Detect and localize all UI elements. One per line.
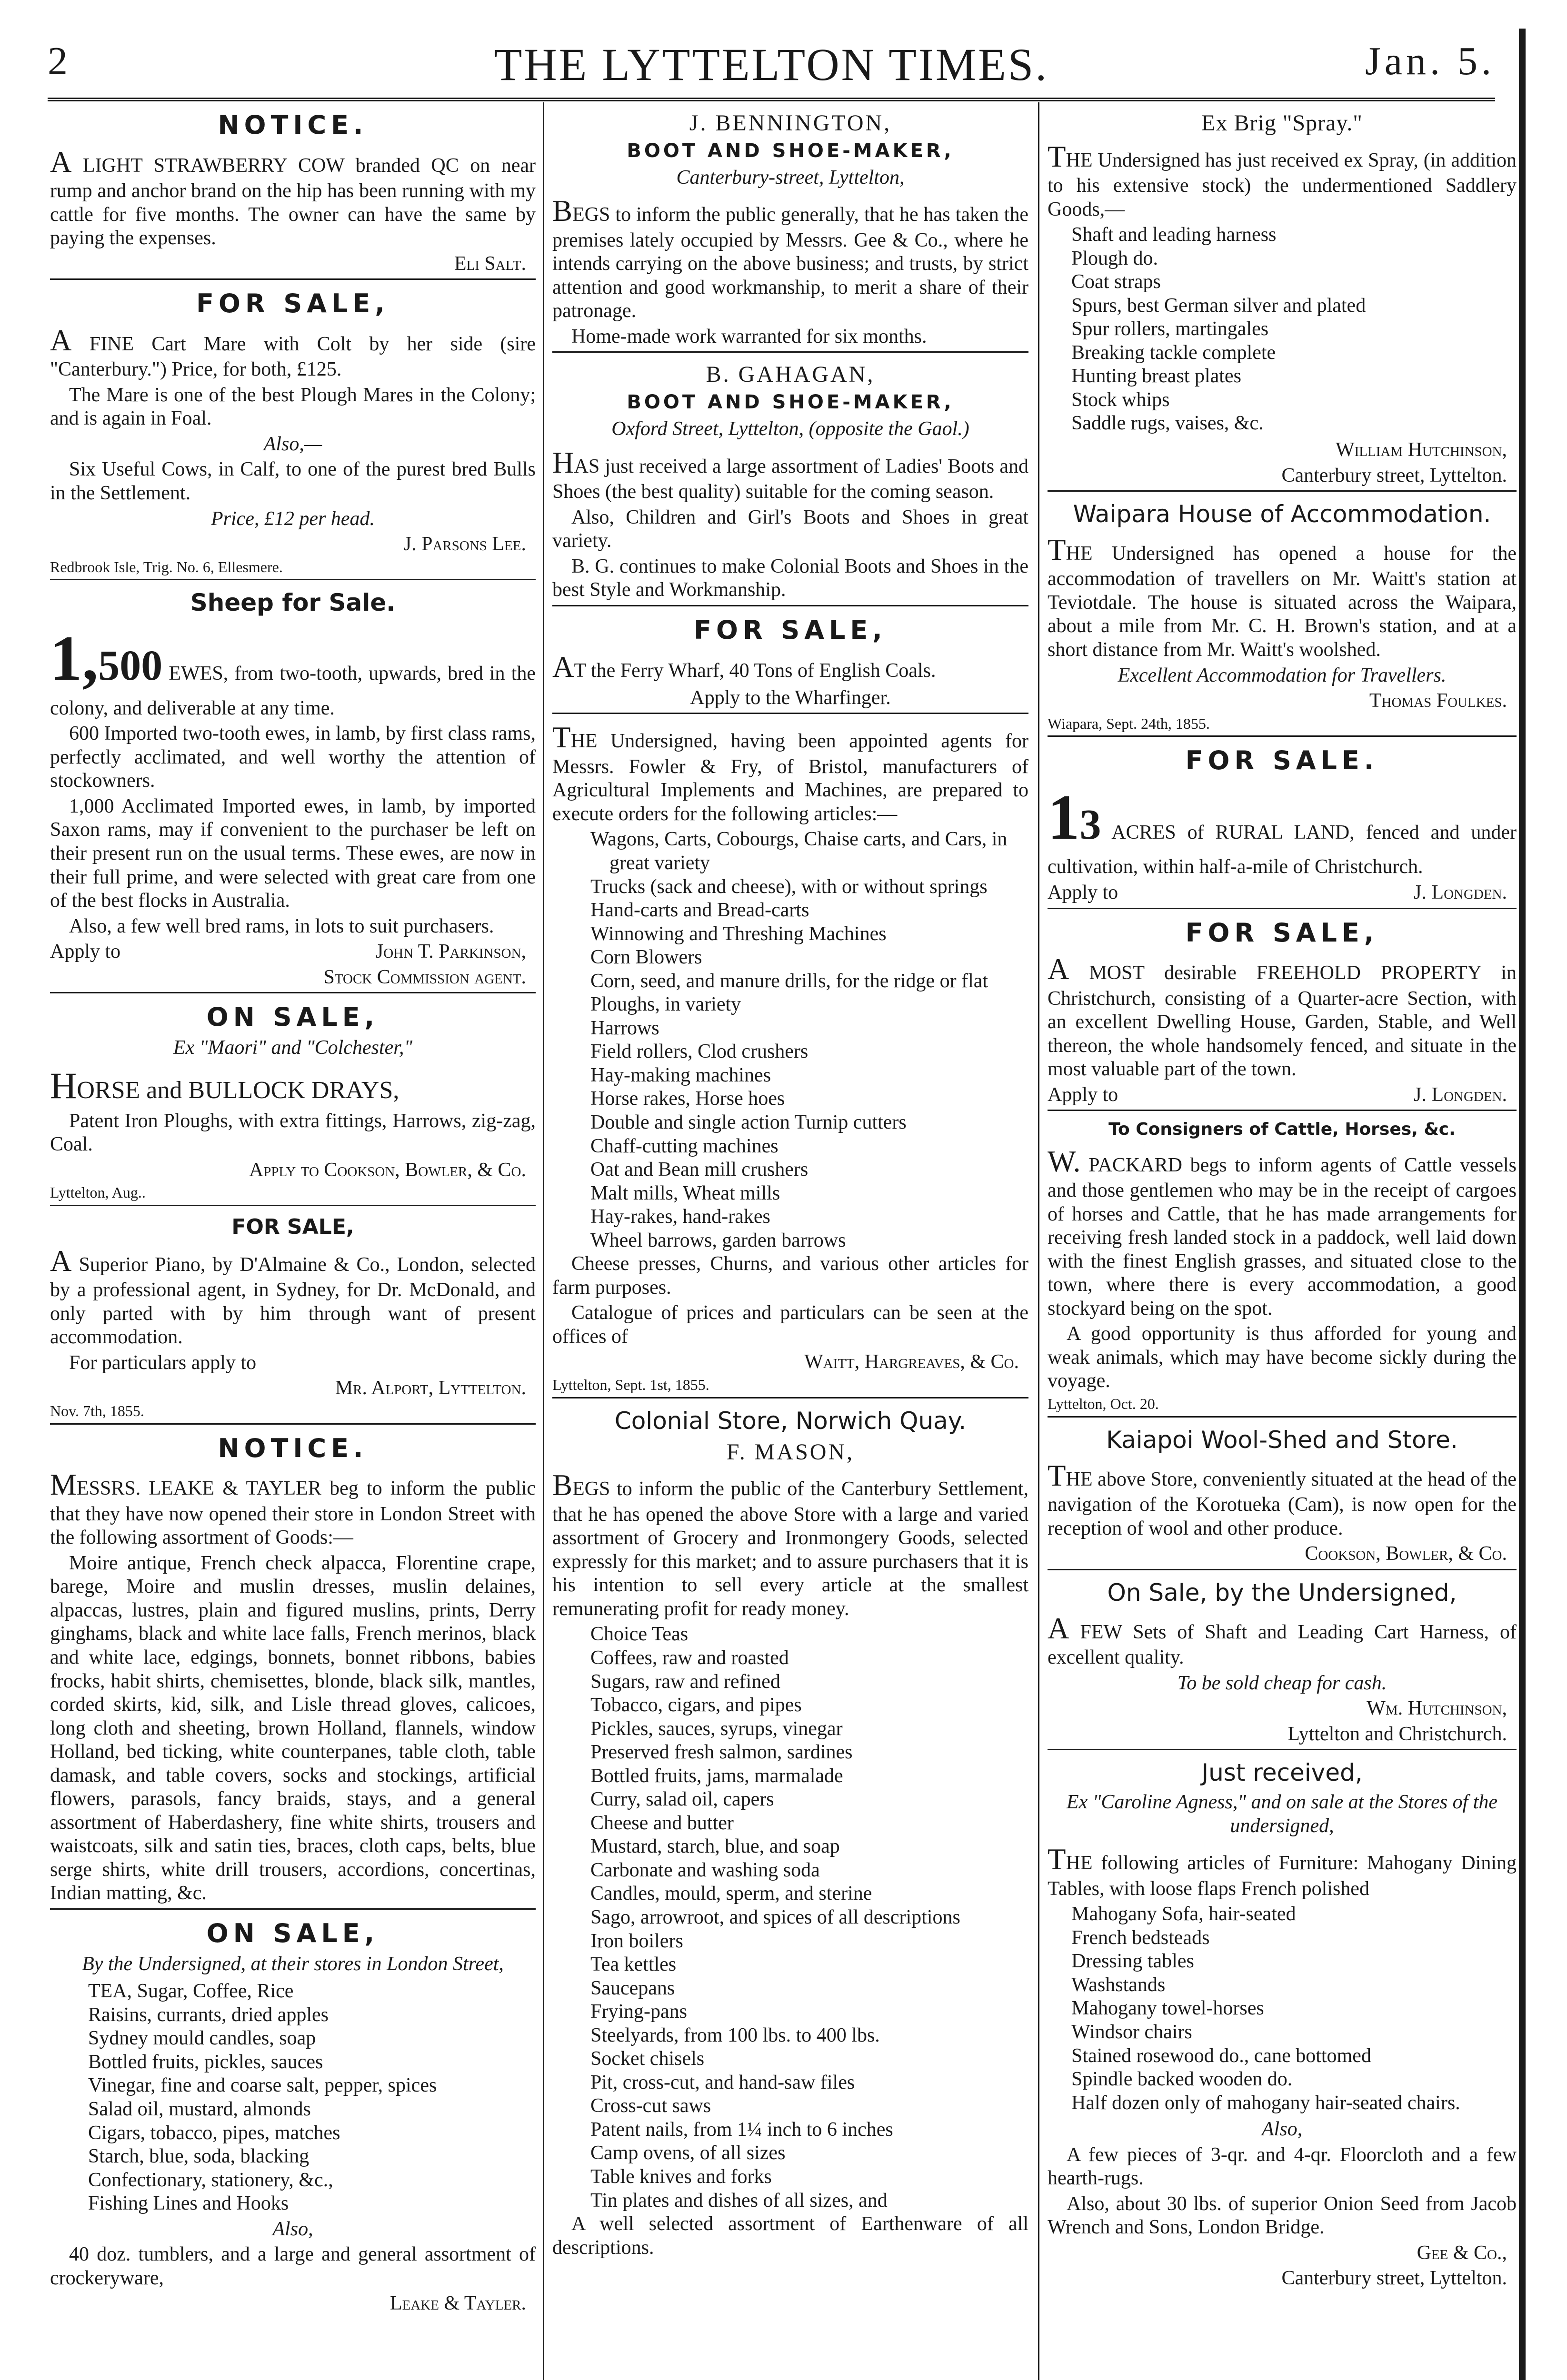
- list-item: Hand-carts and Bread-carts: [590, 899, 809, 922]
- ad-body-text: ACRES of RURAL LAND, fenced and under cultivation, within half-a-mile of Christchurch.: [1048, 822, 1517, 878]
- ad-signature: J. Parsons Lee.: [403, 533, 526, 555]
- column-rule: [543, 102, 544, 2380]
- ad-signature: Wm. Hutchinson,: [1367, 1697, 1507, 1720]
- ad-body: The Mare is one of the best Plough Mares in the Colony; and is again in Foal.: [50, 384, 536, 430]
- waipara-house-ad: [1048, 490, 1517, 733]
- ad-address: Redbrook Isle, Trig. No. 6, Ellesmere.: [50, 558, 283, 575]
- column-2: [552, 107, 1028, 2380]
- goods-list: [50, 1980, 536, 2215]
- furniture-list: [1048, 1903, 1517, 2115]
- ad-signature: [1048, 1083, 1517, 1107]
- apply-label: Apply to: [1048, 881, 1118, 903]
- ad-signature: Gee & Co.,: [1417, 2241, 1507, 2264]
- list-item: Salad oil, mustard, almonds: [88, 2098, 311, 2121]
- list-item: Pit, cross-cut, and hand-saw files: [590, 2071, 855, 2093]
- list-item: Horse rakes, Horse hoes: [590, 1088, 785, 1110]
- ad-trade: BOOT AND SHOE-MAKER,: [627, 139, 954, 162]
- ad-date: Lyttelton, Aug..: [50, 1184, 146, 1201]
- spray-saddlery-ad: [1048, 110, 1517, 487]
- ad-body: BEGS to inform the public of the Canterbury Settlement, that he has opened the above Store with a large and varied assortment of Grocery and Ironmongery Goods, selected expressly for this market; and to assure purchasers that it is his intention to sell every article at the smallest remunerating profit for ready money.: [552, 1468, 1028, 1620]
- list-item: TEA, Sugar, Coffee, Rice: [88, 1980, 294, 2003]
- list-item: Starch, blue, soda, blacking: [88, 2145, 309, 2168]
- list-item: Bottled fruits, pickles, sauces: [88, 2051, 323, 2073]
- list-item: Field rollers, Clod crushers: [590, 1041, 808, 1063]
- kaiapoi-ad: [1048, 1416, 1517, 1566]
- ad-apply: Apply to Cookson, Bowler, & Co.: [249, 1159, 526, 1181]
- ad-signature: Waitt, Hargreaves, & Co.: [804, 1351, 1019, 1373]
- ad-sub: Ex "Caroline Agness," and on sale at the Stores of the undersigned,: [1066, 1791, 1498, 1837]
- list-item: Socket chisels: [590, 2048, 705, 2070]
- list-item: Mustard, starch, blue, and soap: [590, 1835, 840, 1858]
- ad-body-text: EWES, from two-tooth, upwards, bred in the colony, and deliverable at any time.: [50, 663, 536, 719]
- ad-body: A few pieces of 3-qr. and 4-qr. Floorcloth and a few hearth-rugs.: [1048, 2143, 1517, 2190]
- list-item: Hay-making machines: [590, 1064, 771, 1086]
- agent-name: J. Longden.: [1414, 881, 1507, 903]
- list-item: Pickles, sauces, syrups, vinegar: [590, 1717, 843, 1740]
- ad-body: 1,000 Acclimated Imported ewes, in lamb, by imported Saxon rams, may if convenient to the purchaser be left on their present run on the usual terms. These ewes, are now in their full prime, and were selected with great care from one of the best flocks in Australia.: [50, 795, 536, 912]
- ad-body: Also, a few well bred rams, in lots to suit purchasers.: [69, 915, 494, 937]
- ad-date: Lyttelton, Oct. 20.: [1048, 1395, 1159, 1413]
- ad-body: Catalogue of prices and particulars can be seen at the offices of: [552, 1302, 1028, 1348]
- ad-body: A FINE Cart Mare with Colt by her side (sire "Canterbury.") Price, for both, £125.: [50, 323, 536, 381]
- list-item: Preserved fresh salmon, sardines: [590, 1741, 853, 1764]
- list-item: Plough do.: [1071, 247, 1158, 269]
- saddlery-list: [1048, 223, 1517, 436]
- ad-signature: Mr. Alport, Lyttelton.: [335, 1377, 526, 1399]
- ad-signature: [1048, 881, 1517, 905]
- ad-body: Also, about 30 lbs. of superior Onion Seed from Jacob Wrench and Sons, London Bridge.: [1048, 2192, 1517, 2239]
- furniture-ad: [1048, 1749, 1517, 2291]
- ad-footer: A well selected assortment of Earthenware of all descriptions.: [552, 2213, 1028, 2259]
- list-item: Spur rollers, martingales: [1071, 318, 1269, 340]
- ad-signature: Eli Salt.: [454, 252, 526, 275]
- packard-cattle-ad: [1048, 1110, 1517, 1413]
- notice-cow-ad: [50, 110, 536, 276]
- freehold-ad: [1048, 908, 1517, 1107]
- list-item: Choice Teas: [590, 1623, 689, 1646]
- ad-heading: ON SALE,: [206, 1918, 379, 1949]
- ad-date: Wiapara, Sept. 24th, 1855.: [1048, 714, 1210, 732]
- mason-store-ad: [552, 1397, 1028, 2260]
- ad-body: HAS just received a large assortment of Ladies' Boots and Shoes (the best quality) suitable for the coming season.: [552, 446, 1028, 503]
- ad-body: THE above Store, conveniently situated at the head of the navigation of the Korotueka (Cam), is now open for the reception of wool and other produce.: [1048, 1458, 1517, 1539]
- ad-date: Nov. 7th, 1855.: [50, 1402, 144, 1419]
- ad-heading: Kaiapoi Wool-Shed and Store.: [1106, 1426, 1458, 1454]
- ad-heading: ON SALE,: [206, 1002, 379, 1032]
- cart-mare-ad: [50, 278, 536, 576]
- list-item: Trucks (sack and cheese), with or without springs: [590, 875, 988, 898]
- implements-list: [552, 828, 1028, 1252]
- list-item: Curry, salad oil, capers: [590, 1788, 774, 1811]
- list-item: Sydney mould candles, soap: [88, 2027, 316, 2050]
- issue-date: Jan. 5.: [1365, 39, 1495, 83]
- list-item: Stained rosewood do., cane bottomed: [1071, 2044, 1371, 2067]
- column-rule: [1038, 102, 1039, 2380]
- list-item: Mahogany towel-horses: [1071, 1997, 1264, 2020]
- ad-date: Lyttelton, Sept. 1st, 1855.: [552, 1376, 709, 1393]
- list-item: French bedsteads: [1071, 1926, 1210, 1949]
- harness-ad: [1048, 1569, 1517, 1746]
- list-item: Corn Blowers: [590, 946, 702, 969]
- list-item: Coat straps: [1071, 271, 1161, 293]
- ad-also: Also,: [1261, 2118, 1303, 2141]
- ad-address: Canterbury street, Lyttelton.: [1281, 2267, 1507, 2290]
- sheep-ad: [50, 579, 536, 989]
- list-item: Table knives and forks: [590, 2166, 772, 2188]
- list-item: Carbonate and washing soda: [590, 1859, 820, 1881]
- list-item: Steelyards, from 100 lbs. to 400 lbs.: [590, 2024, 880, 2046]
- ad-body: 600 Imported two-tooth ewes, in lamb, by first class rams, perfectly acclimated, and well worthy the attention of stockowners.: [50, 723, 536, 792]
- list-item: Patent nails, from 1¼ inch to 6 inches: [590, 2118, 893, 2141]
- ad-body: A Superior Piano, by D'Almaine & Co., London, selected by a professional agent, in Sydney, for Dr. McDonald, and only parted with by him through want of present accommodation.: [50, 1244, 536, 1349]
- list-item: Mahogany Sofa, hair-seated: [1071, 1903, 1296, 1925]
- list-item: Winnowing and Threshing Machines: [590, 922, 887, 945]
- list-item: Vinegar, fine and coarse salt, pepper, spices: [88, 2074, 437, 2097]
- agent-title: Stock Commission agent.: [323, 966, 526, 988]
- ad-body: Cheese presses, Churns, and various other articles for farm purposes.: [552, 1253, 1028, 1299]
- ad-body: A LIGHT STRAWBERRY COW branded QC on near rump and anchor brand on the hip has been running with my cattle for five months. The owner can have the same by paying the expenses.: [50, 145, 536, 249]
- agent-name: John T. Parkinson,: [375, 941, 526, 963]
- ad-apply: For particulars apply to: [69, 1351, 257, 1374]
- ad-signature: William Hutchinson,: [1335, 438, 1507, 461]
- ad-body: A good opportunity is thus afforded for young and weak animals, which may have become sickly during the voyage.: [1048, 1323, 1517, 1392]
- list-item: Frying-pans: [590, 2001, 687, 2023]
- ad-name: F. MASON,: [726, 1439, 855, 1465]
- ad-body: Six Useful Cows, in Calf, to one of the purest bred Bulls in the Settlement.: [50, 458, 536, 505]
- bennington-ad: [552, 110, 1028, 348]
- ad-title: HORSE and BULLOCK DRAYS,: [50, 1064, 399, 1106]
- ad-name: J. BENNINGTON,: [689, 110, 892, 136]
- ad-heading: FOR SALE.: [1185, 745, 1379, 776]
- ad-heading: NOTICE.: [218, 1433, 368, 1463]
- ad-warranty: Home-made work warranted for six months.: [571, 325, 927, 347]
- header-rule: [48, 98, 1495, 101]
- ad-body: AT the Ferry Wharf, 40 Tons of English Coals.: [552, 650, 936, 684]
- list-item: Iron boilers: [590, 1930, 683, 1952]
- list-item: Dressing tables: [1071, 1950, 1194, 1973]
- ad-body: THE following articles of Furniture: Mahogany Dining Tables, with loose flaps French polished: [1048, 1843, 1517, 1900]
- list-item: Tobacco, cigars, and pipes: [590, 1694, 802, 1716]
- ad-body: [1048, 780, 1517, 879]
- ad-heading: Colonial Store, Norwich Quay.: [614, 1407, 967, 1435]
- list-item: Hunting breast plates: [1071, 365, 1241, 387]
- ad-address: Oxford Street, Lyttelton, (opposite the Gaol.): [611, 418, 969, 440]
- list-item: Tin plates and dishes of all sizes, and: [590, 2189, 888, 2211]
- list-item: Candles, mould, sperm, and sterine: [590, 1883, 872, 1905]
- ad-body: THE Undersigned has just received ex Spray, (in addition to his extensive stock) the undermentioned Saddlery Goods,—: [1048, 139, 1517, 220]
- grocery-sale-ad: [50, 1908, 536, 2316]
- ad-trade: BOOT AND SHOE-MAKER,: [627, 391, 954, 414]
- list-item: Saddle rugs, vaises, &c.: [1071, 412, 1264, 435]
- ad-heading: Waipara House of Accommodation.: [1073, 500, 1491, 528]
- list-item: Saucepans: [590, 1977, 675, 1999]
- ad-address: Canterbury street, Lyttelton.: [1281, 464, 1507, 486]
- list-item: Cheese and butter: [590, 1812, 734, 1834]
- list-item: Corn, seed, and manure drills, for the ridge or flat: [590, 970, 988, 992]
- list-item: Cross-cut saws: [590, 2095, 711, 2117]
- list-item: Breaking tackle complete: [1071, 341, 1276, 364]
- column-3: [1048, 107, 1517, 2380]
- list-item: Raisins, currants, dried apples: [88, 2003, 329, 2026]
- drays-ad: [50, 992, 536, 1202]
- list-item: Washstands: [1071, 1973, 1166, 1996]
- ad-signature: Cookson, Bowler, & Co.: [1305, 1543, 1507, 1565]
- ad-name: B. GAHAGAN,: [706, 362, 875, 387]
- ad-body: THE Undersigned, having been appointed agents for Messrs. Fowler & Fry, of Bristol, manufacturers of Agricultural Implements and Machines, are prepared to execute orders for the following articles:—: [552, 721, 1028, 825]
- ad-body: Moire antique, French check alpacca, Florentine crape, barege, Moire and muslin dresses, muslin delaines, alpaccas, lustres, plain and figured muslins, prints, Derry ginghams, black and white lace falls, French merinos, black and white lace, edgings, bonnets, bonnet ribbons, babies frocks, habit shirts, chemisettes, blonde, black silk, mantles, corded skirts, kid, silk, and Lisle thread gloves, calicoes, long cloth and sheeting, brown Holland, flannels, window Holland, bed ticking, white counterpanes, table cloth, table damask, and table covers, socks and stockings, artificial flowers, parasols, fancy braids, stays, and a general assortment of Haberdashery, fine white shirts, trousers and waistcoats, silk and satin ties, braces, cloth caps, belts, blue serge shirts, white drill trousers, accordions, concertinas, Indian matting, &c.: [50, 1552, 536, 1904]
- stock-list: [552, 1623, 1028, 2212]
- ad-heading: FOR SALE,: [1185, 917, 1379, 948]
- list-item: Harrows: [590, 1017, 659, 1039]
- ad-signature: Leake & Tayler.: [389, 2292, 526, 2315]
- ad-apply: Apply to the Wharfinger.: [690, 686, 891, 709]
- ad-heading: Sheep for Sale.: [190, 589, 396, 617]
- ad-also: Also,—: [263, 433, 322, 455]
- list-item: Spurs, best German silver and plated: [1071, 294, 1366, 317]
- page-header: [48, 24, 1495, 95]
- list-item: Coffees, raw and roasted: [590, 1646, 789, 1669]
- ad-heading: NOTICE.: [218, 110, 368, 140]
- list-item: Double and single action Turnip cutters: [590, 1111, 907, 1133]
- ad-address: Lyttelton and Christchurch.: [1288, 1723, 1507, 1745]
- list-item: Spindle backed wooden do.: [1071, 2068, 1293, 2091]
- rural-land-ad: [1048, 735, 1517, 904]
- column-1: [50, 107, 536, 2380]
- list-item: Sago, arrowroot, and spices of all descriptions: [590, 1906, 960, 1928]
- ad-body: A FEW Sets of Shaft and Leading Cart Harness, of excellent quality.: [1048, 1611, 1517, 1669]
- list-item: Cigars, tobacco, pipes, matches: [88, 2122, 340, 2144]
- list-item: Hay-rakes, hand-rakes: [590, 1206, 770, 1228]
- ad-body: W. PACKARD begs to inform agents of Cattle vessels and those gentlemen who may be in the receipt of cargoes of horses and Cattle, that he has made arrangements for receiving fresh landed stock in a paddock, well laid down with the finest English grasses, and situated close to the town, where there is every accommodation, a good stockyard being on the spot.: [1048, 1144, 1517, 1319]
- list-item: Malt mills, Wheat mills: [590, 1182, 780, 1204]
- page-edge-bar: [1519, 29, 1526, 2380]
- ad-heading: To Consigners of Cattle, Horses, &c.: [1108, 1120, 1456, 1140]
- ad-sub: By the Undersigned, at their stores in London Street,: [82, 1953, 504, 1975]
- page-number: 2: [48, 39, 68, 83]
- list-item: Oat and Bean mill crushers: [590, 1159, 808, 1181]
- ad-body: Patent Iron Ploughs, with extra fittings, Harrows, zig-zag, Coal.: [50, 1110, 536, 1156]
- ad-heading: FOR SALE,: [694, 615, 887, 645]
- list-item: Confectionary, stationery, &c.,: [88, 2169, 333, 2191]
- coals-ad: [552, 605, 1028, 710]
- ad-heading: FOR SALE,: [196, 288, 389, 319]
- gahagan-ad: [552, 351, 1028, 602]
- list-item: Chaff-cutting machines: [590, 1135, 779, 1157]
- ewe-count: 1,500: [50, 623, 163, 694]
- list-item: Tea kettles: [590, 1954, 677, 1976]
- list-item: Fishing Lines and Hooks: [88, 2192, 289, 2215]
- masthead: THE LYTTELTON TIMES.: [494, 39, 1049, 90]
- apply-label: Apply to: [1048, 1083, 1118, 1106]
- ad-body: BEGS to inform the public generally, that he has taken the premises lately occupied by Messrs. Gee & Co., where he intends carrying on the above business; and trusts, by strict attention and good workmanship, to merit a share of their patronage.: [552, 194, 1028, 322]
- piano-ad: [50, 1205, 536, 1420]
- ad-tagline: Excellent Accommodation for Travellers.: [1118, 664, 1447, 686]
- agent-name: J. Longden.: [1414, 1083, 1507, 1106]
- ad-body: MESSRS. LEAKE & TAYLER beg to inform the public that they have now opened their store in London Street with the following assortment of Goods:—: [50, 1468, 536, 1549]
- ad-signature: [50, 940, 536, 964]
- list-item: Wagons, Carts, Cobourgs, Chaise carts, and Cars, in great variety: [590, 828, 1008, 874]
- ad-heading: On Sale, by the Undersigned,: [1107, 1578, 1457, 1606]
- ad-ships: Ex "Maori" and "Colchester,": [173, 1036, 413, 1059]
- fowler-fry-ad: [552, 713, 1028, 1394]
- list-item: Bottled fruits, jams, marmalade: [590, 1765, 843, 1787]
- ad-tagline: To be sold cheap for cash.: [1177, 1672, 1387, 1694]
- ad-heading: Ex Brig "Spray.": [1201, 110, 1363, 136]
- ad-price: Price, £12 per head.: [210, 507, 375, 530]
- ad-body: Also, Children and Girl's Boots and Shoes in great variety.: [552, 506, 1028, 552]
- ad-body: A MOST desirable FREEHOLD PROPERTY in Christchurch, consisting of a Quarter-acre Section, with an excellent Dwelling House, Garden, Stable, and Well thereon, the whole handsomely fenced, and situate in the most valuable part of the town.: [1048, 952, 1517, 1081]
- ad-also: Also,: [272, 2218, 313, 2240]
- list-item: Camp ovens, of all sizes: [590, 2142, 786, 2164]
- apply-label: Apply to: [50, 941, 121, 963]
- ad-body: [50, 621, 536, 720]
- ad-body: B. G. continues to make Colonial Boots and Shoes in the best Style and Workmanship.: [552, 555, 1028, 601]
- list-item: Windsor chairs: [1071, 2021, 1192, 2043]
- ad-address: Canterbury-street, Lyttelton,: [676, 166, 905, 188]
- leake-tayler-notice: [50, 1423, 536, 1905]
- ad-body: 40 doz. tumblers, and a large and general assortment of crockeryware,: [50, 2243, 536, 2289]
- ad-body: THE Undersigned has opened a house for the accommodation of travellers on Mr. Waitt's station at Teviotdale. The house is situated across the Waipara, about a mile from Mr. C. H. Brown's station, and at a short distance from Mr. Waitt's woolshed.: [1048, 533, 1517, 661]
- acre-count: 13: [1048, 782, 1101, 853]
- list-item: Sugars, raw and refined: [590, 1670, 780, 1693]
- list-item: Ploughs, in variety: [590, 993, 741, 1016]
- list-item: Half dozen only of mahogany hair-seated chairs.: [1071, 2092, 1460, 2114]
- ad-heading: FOR SALE,: [231, 1214, 354, 1239]
- list-item: Shaft and leading harness: [1071, 224, 1277, 246]
- list-item: Wheel barrows, garden barrows: [590, 1229, 846, 1251]
- list-item: Stock whips: [1071, 388, 1170, 411]
- ad-heading: Just received,: [1201, 1759, 1363, 1787]
- ad-signature: Thomas Foulkes.: [1369, 690, 1507, 712]
